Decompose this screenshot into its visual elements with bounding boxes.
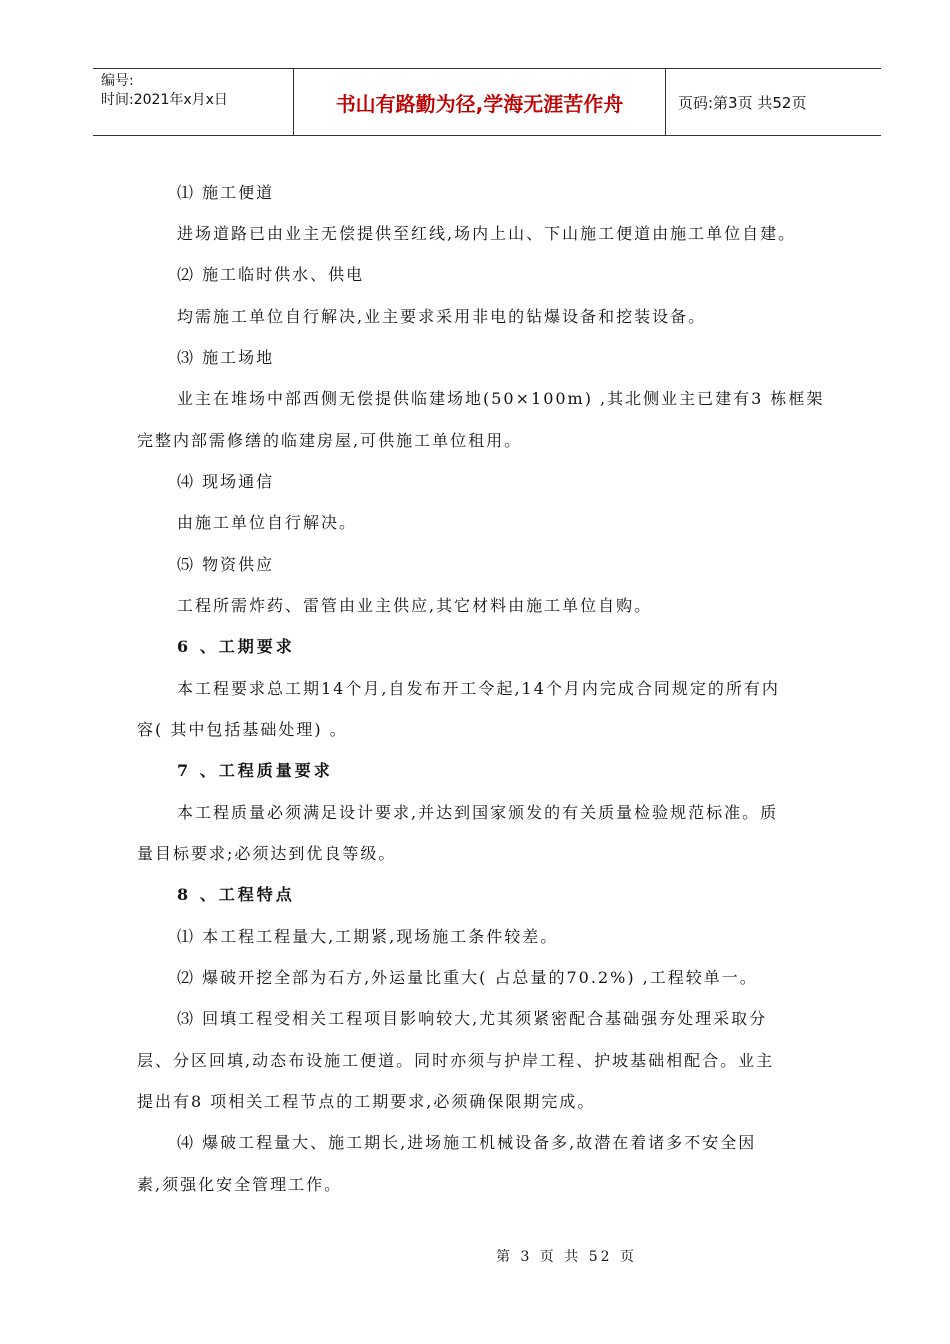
footer-page-number: 第 3 页 共 52 页 — [496, 1249, 637, 1265]
paragraph-line: 本工程质量必须满足设计要求,并达到国家颁发的有关质量检验规范标准。质 — [177, 803, 779, 822]
header-page-info: 页码:第3页 共52页 — [678, 93, 807, 112]
section-heading: 6 、工期要求 — [177, 637, 295, 656]
page-footer — [0, 1246, 950, 1266]
document-header — [93, 68, 881, 136]
paragraph-line: 量目标要求;必须达到优良等级。 — [137, 844, 397, 863]
item-heading: ⑴ 施工便道 — [177, 183, 275, 202]
paragraph-line: 本工程要求总工期14个月,自发布开工令起,14个月内完成合同规定的所有内 — [177, 679, 780, 698]
item-heading: ⑷ 现场通信 — [177, 472, 275, 491]
item-heading: ⑸ 物资供应 — [177, 555, 275, 574]
paragraph-line: 工程所需炸药、雷管由业主供应,其它材料由施工单位自购。 — [177, 596, 653, 615]
paragraph-line: 素,须强化安全管理工作。 — [137, 1175, 343, 1194]
paragraph-line: 容( 其中包括基础处理) 。 — [137, 720, 348, 739]
paragraph-line: 由施工单位自行解决。 — [177, 513, 358, 532]
item-heading: ⑵ 爆破开挖全部为石方,外运量比重大( 占总量的70.2%) ,工程较单一。 — [177, 968, 758, 987]
header-motto: 书山有路勤为径,学海无涯苦作舟 — [335, 91, 624, 116]
item-heading: ⑶ 施工场地 — [177, 348, 275, 367]
paragraph-line: 层、分区回填,动态布设施工便道。同时亦须与护岸工程、护坡基础相配合。业主 — [137, 1051, 775, 1070]
item-heading: ⑴ 本工程工程量大,工期紧,现场施工条件较差。 — [177, 927, 559, 946]
paragraph-line: 提出有8 项相关工程节点的工期要求,必须确保限期完成。 — [137, 1092, 596, 1111]
paragraph-line: 业主在堆场中部西侧无偿提供临建场地(50×100m) ,其北侧业主已建有3 栋框架 — [177, 389, 825, 408]
paragraph-line: 均需施工单位自行解决,业主要求采用非电的钻爆设备和挖装设备。 — [177, 307, 707, 326]
section-heading: 7 、工程质量要求 — [177, 761, 333, 780]
header-number-label: 编号: — [101, 73, 134, 89]
paragraph-line: 进场道路已由业主无偿提供至红线,场内上山、下山施工便道由施工单位自建。 — [177, 224, 797, 243]
item-heading: ⑵ 施工临时供水、供电 — [177, 265, 365, 284]
paragraph-line: 完整内部需修缮的临建房屋,可供施工单位租用。 — [137, 431, 523, 450]
section-heading: 8 、工程特点 — [177, 885, 295, 904]
header-meta — [93, 69, 293, 135]
header-time-label: 时间:2021年x月x日 — [101, 92, 228, 108]
item-heading: ⑷ 爆破工程量大、施工期长,进场施工机械设备多,故潜在着诸多不安全因 — [177, 1133, 757, 1152]
item-heading: ⑶ 回填工程受相关工程项目影响较大,尤其须紧密配合基础强夯处理采取分 — [177, 1009, 768, 1028]
